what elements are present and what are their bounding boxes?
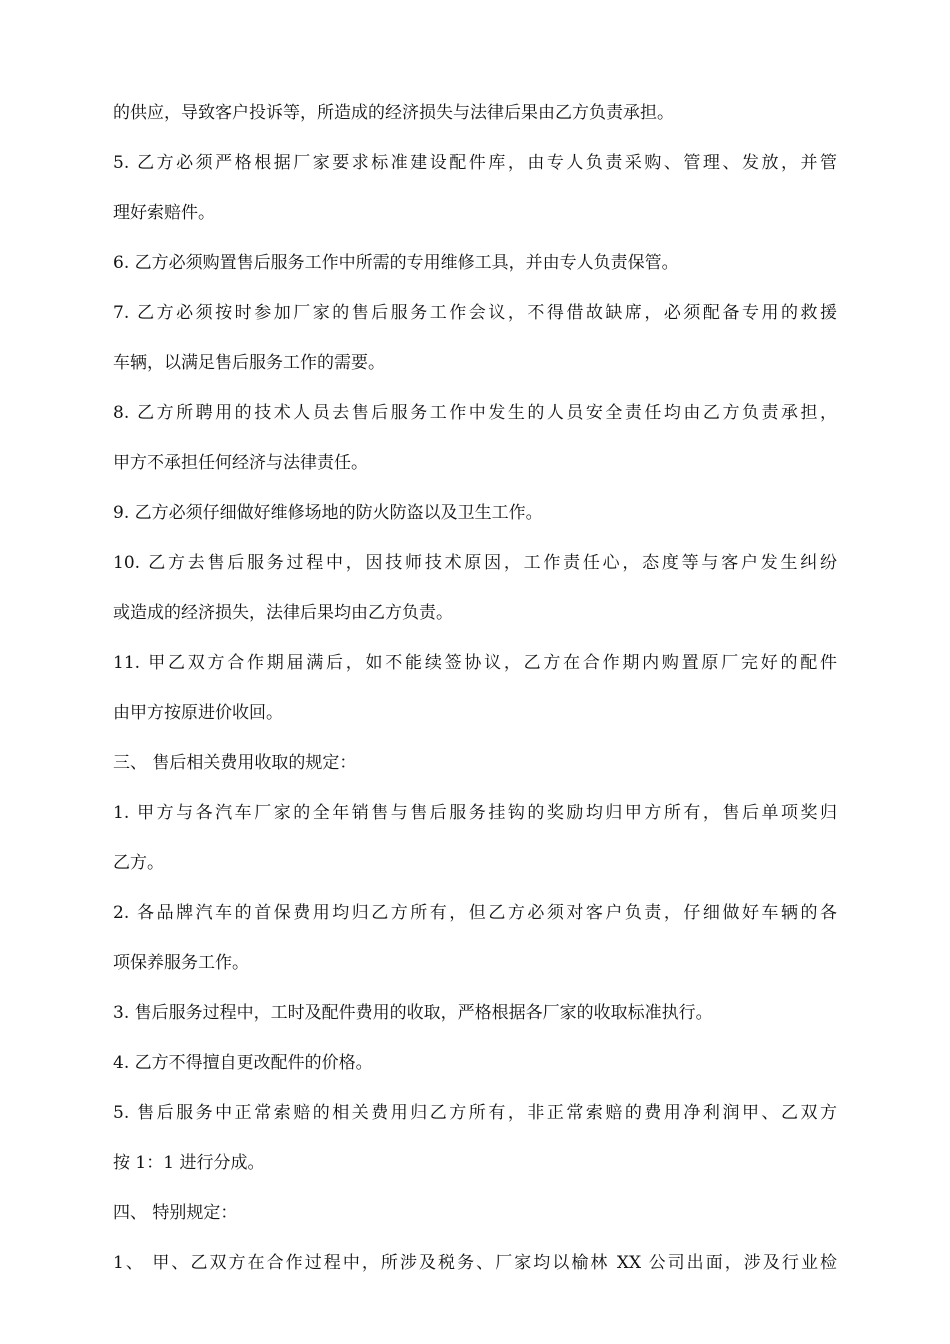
text-line-19: 3. 售后服务过程中，工时及配件费用的收取，严格根据各厂家的收取标准执行。 <box>113 1003 713 1023</box>
text-line-16: 乙方。 <box>113 853 164 873</box>
text-line-24: 1、 甲、乙双方在合作过程中，所涉及税务、厂家均以榆林 XX 公司出面，涉及行业检 <box>113 1253 837 1273</box>
text-line-2: 5. 乙方必须严格根据厂家要求标准建设配件库，由专人负责采购、管理、发放，并管 <box>113 153 837 173</box>
text-line-7: 8. 乙方所聘用的技术人员去售后服务工作中发生的人员安全责任均由乙方负责承担， <box>113 403 837 423</box>
text-line-15: 1. 甲方与各汽车厂家的全年销售与售后服务挂钩的奖励均归甲方所有，售后单项奖归 <box>113 803 837 823</box>
text-line-13: 由甲方按原进价收回。 <box>113 703 283 723</box>
text-line-12: 11. 甲乙双方合作期届满后，如不能续签协议，乙方在合作期内购置原厂完好的配件 <box>113 653 837 673</box>
text-line-11: 或造成的经济损失，法律后果均由乙方负责。 <box>113 603 453 623</box>
section-heading-4: 四、 特别规定： <box>113 1203 238 1223</box>
text-line-4: 6. 乙方必须购置售后服务工作中所需的专用维修工具，并由专人负责保管。 <box>113 253 679 273</box>
section-heading-3: 三、 售后相关费用收取的规定： <box>113 753 357 773</box>
text-line-8: 甲方不承担任何经济与法律责任。 <box>113 453 368 473</box>
text-line-21: 5. 售后服务中正常索赔的相关费用归乙方所有，非正常索赔的费用净利润甲、乙双方 <box>113 1103 837 1123</box>
text-line-18: 项保养服务工作。 <box>113 953 249 973</box>
text-line-5: 7. 乙方必须按时参加厂家的售后服务工作会议，不得借故缺席，必须配备专用的救援 <box>113 303 837 323</box>
text-line-6: 车辆，以满足售后服务工作的需要。 <box>113 353 385 373</box>
document-body <box>113 96 837 1296</box>
text-line-3: 理好索赔件。 <box>113 203 215 223</box>
text-line-1: 的供应，导致客户投诉等，所造成的经济损失与法律后果由乙方负责承担。 <box>113 103 674 123</box>
text-line-9: 9. 乙方必须仔细做好维修场地的防火防盗以及卫生工作。 <box>113 503 543 523</box>
text-line-20: 4. 乙方不得擅自更改配件的价格。 <box>113 1053 373 1073</box>
text-line-10: 10. 乙方去售后服务过程中，因技师技术原因，工作责任心，态度等与客户发生纠纷 <box>113 553 837 573</box>
text-line-22: 按 1：1 进行分成。 <box>113 1153 265 1173</box>
text-line-17: 2. 各品牌汽车的首保费用均归乙方所有，但乙方必须对客户负责，仔细做好车辆的各 <box>113 903 837 923</box>
